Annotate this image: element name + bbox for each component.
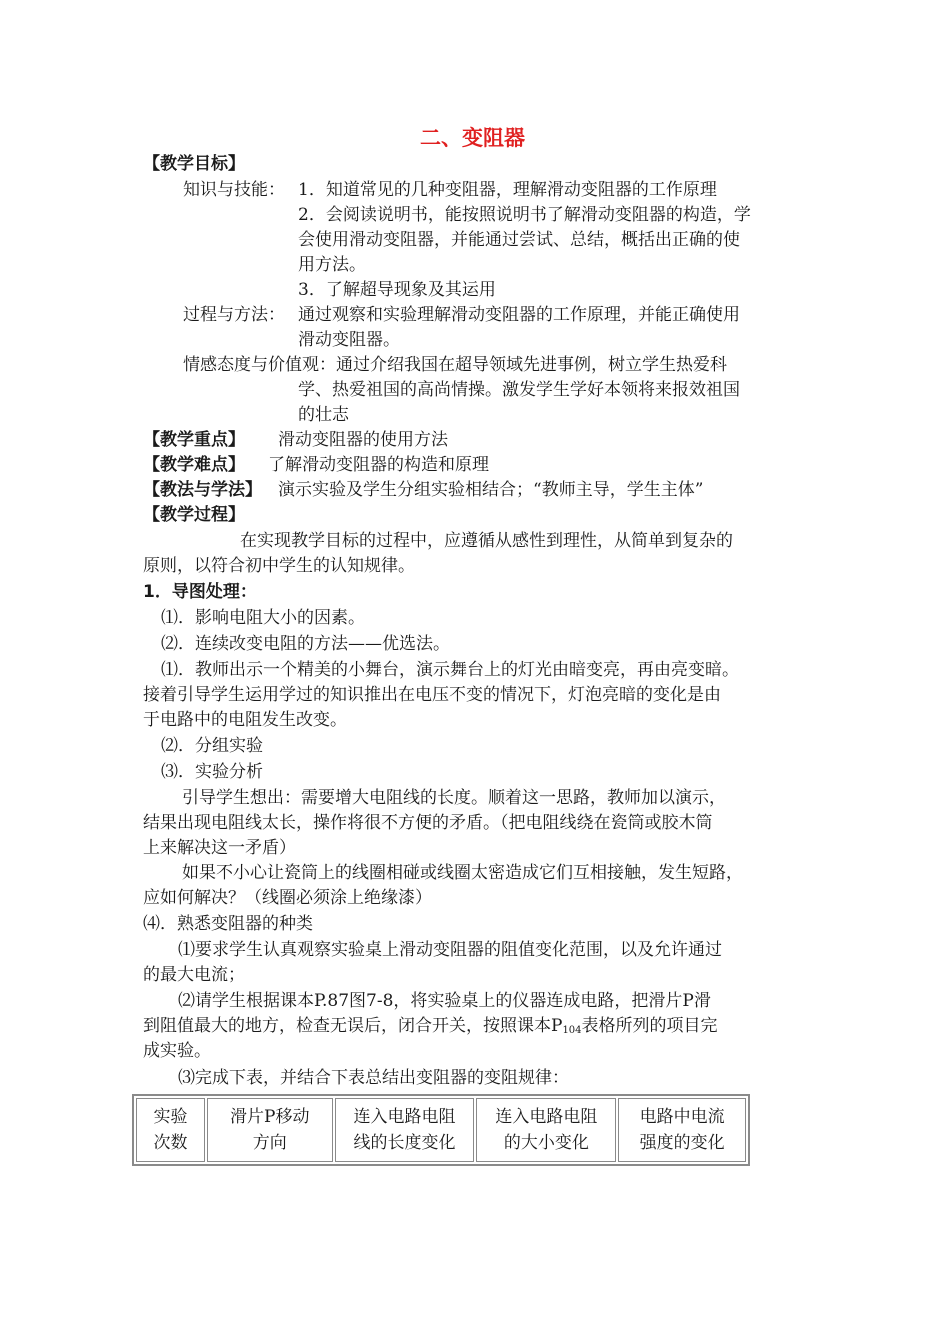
knowledge-label: 知识与技能：: [183, 180, 285, 200]
paragraph-1: ⑴．教师出示一个精美的小舞台，演示舞台上的灯光由暗变亮，再由亮变暗。: [161, 660, 739, 680]
process-method-label: 过程与方法：: [183, 305, 285, 325]
difficulty-label: 【教学难点】: [143, 455, 245, 475]
knowledge-item-2-cont: 会使用滑动变阻器，并能通过尝试、总结，概括出正确的使: [298, 230, 740, 250]
table-header-cell: 滑片P移动 方向: [207, 1098, 333, 1162]
section-1-heading: 1．导图处理：: [143, 582, 257, 602]
step-paragraph-2: ⑵请学生根据课本P.87图7-8，将实验桌上的仪器连成电路，把滑片P滑: [178, 991, 711, 1011]
knowledge-item-3: 3．了解超导现象及其运用: [298, 280, 496, 300]
method-text: 演示实验及学生分组实验相结合；“教师主导，学生主体”: [278, 480, 704, 500]
step-text: 表格所列的项目完: [581, 1016, 718, 1036]
objectives-heading: 【教学目标】: [143, 154, 245, 174]
list-item: ⑷．熟悉变阻器的种类: [143, 914, 313, 934]
analysis-paragraph-1-cont: 上来解决这一矛盾）: [143, 838, 296, 858]
emotion-label: 情感态度与价值观：: [183, 355, 336, 375]
knowledge-item-2-cont: 用方法。: [298, 255, 366, 275]
step-paragraph-1-cont: 的最大电流；: [143, 965, 245, 985]
table-header-cell: 连入电路电阻 的大小变化: [476, 1098, 616, 1162]
paragraph-1-cont: 接着引导学生运用学过的知识推出在电压不变的情况下，灯泡亮暗的变化是由: [143, 685, 721, 705]
list-item: ⑶．实验分析: [161, 762, 263, 782]
key-point-text: 滑动变阻器的使用方法: [278, 430, 448, 450]
list-item: ⑴．影响电阻大小的因素。: [161, 608, 365, 628]
knowledge-item-2: 2．会阅读说明书，能按照说明书了解滑动变阻器的构造，学: [298, 205, 751, 225]
analysis-paragraph-2: 如果不小心让瓷筒上的线圈相碰或线圈太密造成它们互相接触，发生短路，: [182, 863, 743, 883]
emotion-text: 通过介绍我国在超导领域先进事例，树立学生热爱科: [336, 355, 727, 375]
method-label: 【教法与学法】: [143, 480, 262, 500]
key-point-label: 【教学重点】: [143, 430, 245, 450]
step-paragraph-2-cont: [143, 1014, 718, 1043]
process-method-text: 通过观察和实验理解滑动变阻器的工作原理，并能正确使用: [298, 305, 740, 325]
step-paragraph-3: ⑶完成下表，并结合下表总结出变阻器的变阻规律：: [178, 1068, 569, 1088]
analysis-paragraph-1-cont: 结果出现电阻线太长，操作将很不方便的矛盾。（把电阻线绕在瓷筒或胶木筒: [143, 813, 713, 833]
paragraph-1-cont: 于电路中的电阻发生改变。: [143, 710, 347, 730]
analysis-paragraph-2-cont: 应如何解决？（线圈必须涂上绝缘漆）: [143, 888, 432, 908]
table-header-row: [136, 1098, 746, 1162]
intro-paragraph: 在实现教学目标的过程中，应遵循从感性到理性，从简单到复杂的: [240, 531, 733, 551]
table-header-cell: 连入电路电阻 线的长度变化: [335, 1098, 475, 1162]
table-header-cell: 实验 次数: [136, 1098, 205, 1162]
page-title: 二、变阻器: [420, 126, 525, 150]
page-subscript: 104: [562, 1025, 582, 1036]
table-header-cell: 电路中电流 强度的变化: [618, 1098, 746, 1162]
process-heading: 【教学过程】: [143, 505, 245, 525]
list-item: ⑵．分组实验: [161, 736, 263, 756]
list-item: ⑵．连续改变电阻的方法——优选法。: [161, 634, 450, 654]
step-paragraph-1: ⑴要求学生认真观察实验桌上滑动变阻器的阻值变化范围，以及允许通过: [178, 940, 722, 960]
analysis-paragraph-1: 引导学生想出：需要增大电阻线的长度。顺着这一思路，教师加以演示，: [182, 788, 726, 808]
step-paragraph-2-cont: 成实验。: [143, 1041, 211, 1061]
difficulty-text: 了解滑动变阻器的构造和原理: [268, 455, 489, 475]
intro-paragraph-cont: 原则，以符合初中学生的认知规律。: [143, 556, 415, 576]
emotion-text-cont: 的壮志: [298, 405, 349, 425]
step-text: 到阻值最大的地方，检查无误后，闭合开关，按照课本P: [143, 1016, 563, 1036]
emotion-text-cont: 学、热爱祖国的高尚情操。激发学生学好本领将来报效祖国: [298, 380, 740, 400]
results-table: [132, 1094, 750, 1166]
knowledge-item-1: 1．知道常见的几种变阻器，理解滑动变阻器的工作原理: [298, 180, 717, 200]
process-method-text-cont: 滑动变阻器。: [298, 330, 400, 350]
